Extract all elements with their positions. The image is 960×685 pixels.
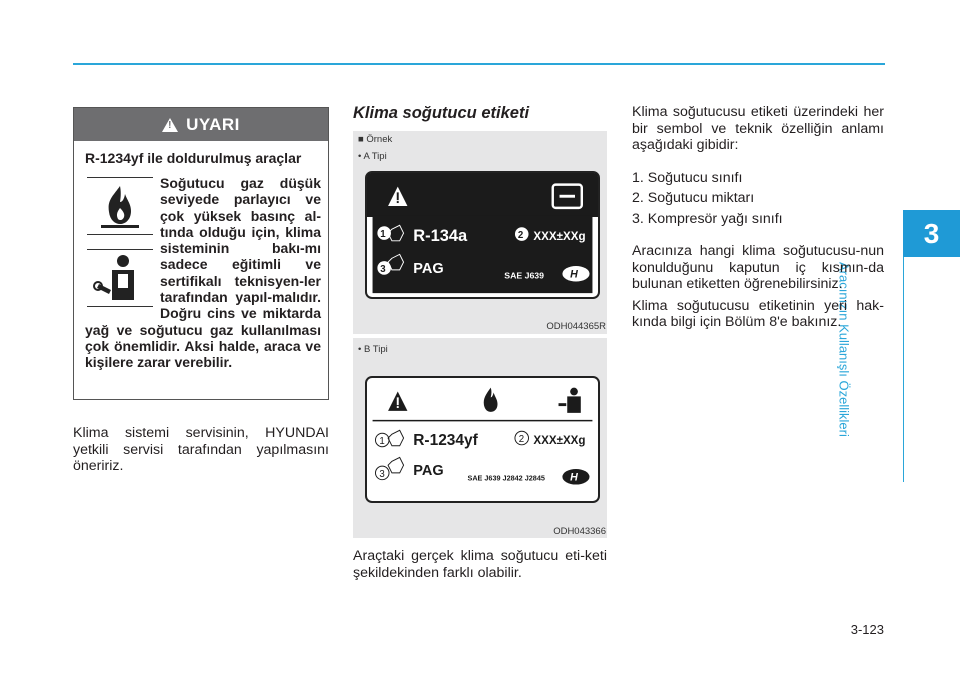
type-a-label: • A Tipi (358, 151, 387, 162)
marker-3: 3 (379, 468, 385, 480)
hyundai-logo-icon (562, 266, 589, 282)
warning-icon (388, 187, 407, 206)
svg-text:H: H (570, 268, 578, 281)
image-code-a: ODH044365R (546, 321, 606, 332)
chapter-title: Aracınızın Kullanışlı Özellikleri (836, 262, 852, 437)
warning-body: Soğutucu gaz düşük seviyede parlayıcı ve çok yüksek basınç al-tında olduğu için, klima sisteminin bakı-mı sadece eğitimli ve sertifikalı teknisyen-ler tarafından yapıl-malıdır. Doğru cins ve miktarda yağ ve soğutucu gaz kullanılması çok önemlidir. Aksi halde, araca ve kişilere zarar verebilir. (85, 175, 321, 371)
warning-icon (388, 392, 407, 411)
standard-b: SAE J639 J2842 J2845 (467, 473, 545, 483)
refrigerant-label-a (365, 171, 600, 299)
flame-icon (87, 177, 153, 235)
marker-1: 1 (379, 435, 385, 447)
list-item: 2. Soğutucu miktarı (632, 190, 755, 206)
warning-triangle-icon (162, 118, 178, 132)
marker-2: 2 (517, 229, 524, 241)
middle-paragraph: Araçtaki gerçek klima soğutucu eti-keti şekildekinden farklı olabilir. (353, 548, 607, 581)
left-paragraph: Klima sistemi servisinin, HYUNDAI yetkili servisi tarafından yapılmasını öneririz. (73, 425, 329, 474)
warning-subtitle: R-1234yf ile doldurulmuş araçlar (85, 150, 302, 166)
example-label: ■ Örnek (358, 134, 393, 145)
right-column (632, 104, 884, 331)
oil-a: PAG (413, 260, 444, 277)
amount-b: XXX±XXg (533, 433, 586, 447)
warning-header (74, 108, 328, 141)
refrigerant-type-b: R-1234yf (413, 431, 478, 449)
hyundai-logo-icon (562, 469, 589, 484)
right-intro: Klima soğutucusu etiketi üzerindeki her bir sembol ve teknik özelliğin anlamı aşağıdaki gibidir: (632, 104, 884, 153)
flame-icon (484, 388, 498, 412)
standard-a: SAE J639 (504, 270, 544, 281)
refrigerant-type-a: R-134a (413, 226, 468, 245)
technician-icon (87, 249, 153, 307)
list-item: 3. Kompresör yağı sınıfı (632, 210, 783, 227)
warning-title: UYARI (186, 114, 240, 134)
type-b-label: • B Tipi (358, 344, 388, 355)
header-rule (73, 63, 885, 65)
marker-3: 3 (380, 263, 386, 275)
oil-b: PAG (413, 462, 444, 479)
chapter-tab: 3 (903, 210, 960, 257)
right-paragraph-1: Aracınıza hangi klima soğutucusu-nun konulduğunu kaputun iç kısmın-da bulunan etiketten öğrenebilirsiniz. (632, 243, 884, 292)
list-item: 1. Soğutucu sınıfı (632, 169, 743, 186)
label-panel-type-b (353, 338, 607, 538)
refrigerant-label-b (365, 376, 600, 503)
service-manual-icon (553, 185, 582, 208)
svg-text:H: H (570, 471, 578, 484)
technician-icon (559, 388, 581, 413)
marker-2: 2 (518, 433, 525, 445)
section-heading: Klima soğutucu etiketi (353, 104, 530, 122)
right-paragraph-2: Klima soğutucusu etiketinin yeri hak-kında bilgi için Bölüm 8'e bakınız. (632, 297, 884, 330)
marker-1: 1 (380, 228, 386, 240)
label-panel-type-a (353, 131, 607, 334)
amount-a: XXX±XXg (533, 229, 586, 243)
image-code-b: ODH043366 (553, 526, 606, 537)
chapter-rule (903, 257, 904, 482)
page-number: 3-123 (850, 622, 884, 637)
warning-box (73, 107, 329, 400)
